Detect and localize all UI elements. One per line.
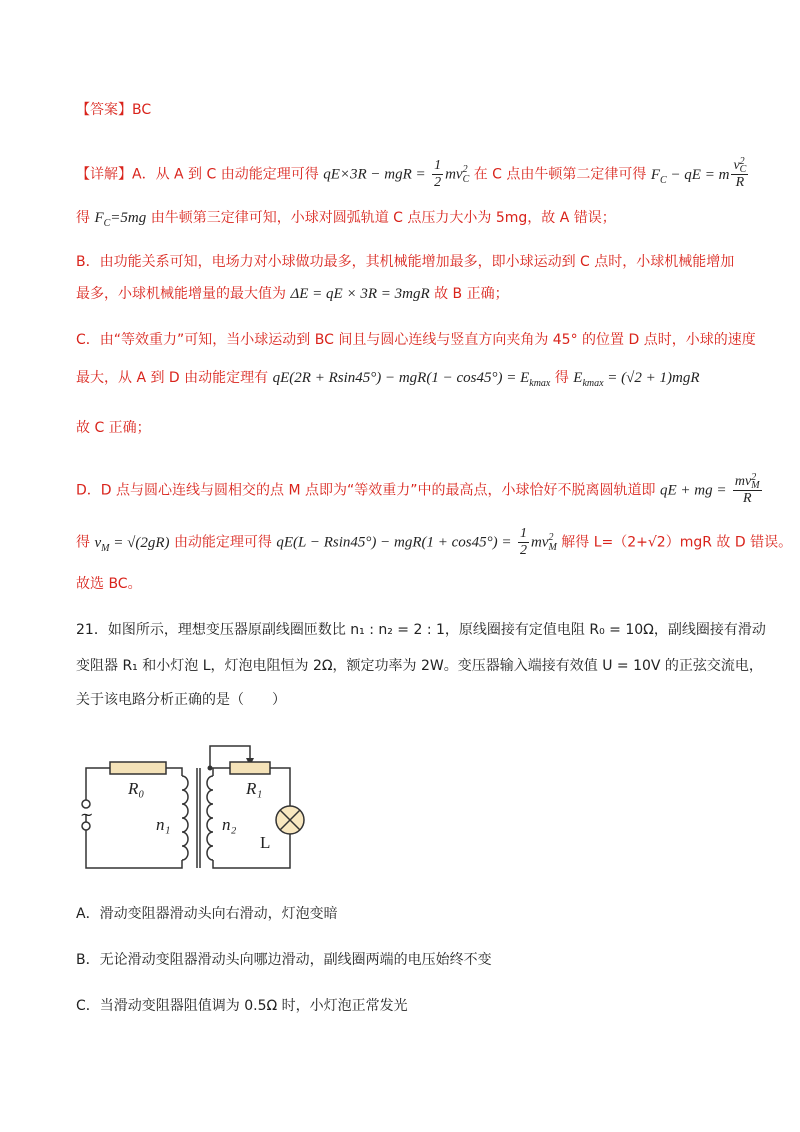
detail-label: 【详解】	[76, 166, 132, 183]
detail-c-line2	[76, 368, 700, 394]
detail-c-line2-pre: 最大，从 A 到 D 由动能定理有	[76, 370, 269, 386]
option-c: C．当滑动变阻器阻值调为 0.5Ω 时，小灯泡正常发光	[76, 998, 408, 1014]
detail-d-line2-eq2: qE(L − Rsin45°) − mgR(1 + cos45°) =	[276, 534, 512, 551]
primary-wire-top-left	[86, 768, 110, 800]
detail-a-eq1-script: 2 C	[462, 163, 470, 185]
detail-d-line2-tail: mv	[530, 534, 549, 551]
label-r1: R₁	[246, 779, 263, 798]
detail-a-line2	[76, 208, 616, 234]
label-ac: ~	[80, 805, 94, 824]
detail-c-line3: 故 C 正确；	[76, 420, 151, 436]
detail-a-frac1: $\frac{1}{2}$	[434, 158, 442, 191]
q21-line3: 关于该电路分析正确的是（ ）	[76, 692, 286, 708]
q21-line2: 变阻器 R₁ 和小灯泡 L，灯泡电阻恒为 2Ω，额定功率为 2W。变压器输入端接有效值 U = 10V 的正弦交流电，	[76, 658, 763, 674]
option-a: A．滑动变阻器滑动头向右滑动，灯泡变暗	[76, 906, 338, 922]
detail-a-frac2: v 2 C R	[733, 156, 747, 191]
detail-a-line2-text: 由牛顿第三定律可知，小球对圆弧轨道 C 点压力大小为 5mg，故 A 错误；	[150, 210, 616, 226]
detail-a-mid: 在 C 点由牛顿第二定律可得	[473, 166, 647, 183]
label-n1: n₁	[156, 815, 171, 834]
secondary-coil	[207, 776, 213, 860]
detail-d-frac1: mv 2 M R	[734, 472, 760, 507]
detail-d-line1-eq: qE + mg =	[659, 482, 727, 499]
q21-line1: 21．如图所示，理想变压器原副线圈匝数比 n₁ : n₂ = 2 : 1，原线圈接有定值电阻 R₀ = 10Ω，副线圈接有滑动	[76, 622, 766, 638]
label-r0: R₀	[128, 779, 145, 798]
detail-d-line2-pre: 得	[76, 534, 90, 551]
detail-d-line2	[76, 526, 792, 559]
detail-d-line1-pre: D．D 点与圆心连线与圆相交的点 M 点即为“等效重力”中的最高点，小球恰好不脱离圆轨道即	[76, 482, 656, 499]
detail-b-line1: B．由功能关系可知，电场力对小球做功最多，其机械能增加最多，即小球运动到 C 点时，小球机械能增加	[76, 254, 735, 270]
secondary-wire-right	[270, 768, 290, 806]
resistor-r0	[110, 762, 166, 774]
detail-a-eq1-tail: mv	[445, 166, 463, 183]
detail-conclusion: 故选 BC。	[76, 576, 142, 592]
detail-a-line2-eq: $F_C=5mg$	[94, 210, 147, 229]
detail-b-line2-post: 故 B 正确；	[434, 286, 509, 302]
detail-d-line1	[76, 474, 764, 507]
label-lamp: L	[260, 833, 271, 852]
detail-b-line2-eq: ΔE = qE × 3R = 3mgR	[290, 286, 430, 302]
answer-line	[76, 100, 151, 120]
detail-d-line2-script: 2 M	[548, 531, 557, 553]
detail-a-eq1: qE×3R − mgR =	[323, 166, 426, 183]
detail-b-line2	[76, 284, 509, 304]
detail-b-line2-pre: 最多，小球机械能增量的最大值为	[76, 286, 286, 302]
secondary-wire-bottom	[213, 834, 290, 868]
detail-c-line2-eq2: $E_{kmax} = (√2 + 1)mgR$	[573, 370, 700, 389]
detail-c-line2-eq: $qE(2R + Rsin45^\circ) - mgR(1 - \cos 45^\circ) = E_{kmax}$	[272, 370, 551, 389]
detail-d-line2-eq: $v_M = √(2gR)$	[94, 534, 170, 554]
option-b: B．无论滑动变阻器滑动头向哪边滑动，副线圈两端的电压始终不变	[76, 952, 492, 968]
detail-d-line2-mid: 由动能定理可得	[173, 534, 272, 551]
secondary-wire-top	[213, 768, 230, 776]
detail-a-line2-pre: 得	[76, 210, 90, 226]
detail-d-line2-post: 解得 L=（2+√2）mgR 故 D 错误。	[561, 534, 793, 551]
primary-coil	[182, 776, 188, 860]
resistor-r1	[230, 762, 270, 774]
detail-d-frac2: $\frac{1}{2}$	[519, 526, 527, 558]
primary-wire-top-right	[166, 768, 182, 776]
detail-c-line2-mid: 得	[554, 370, 569, 386]
answer-value: BC	[132, 102, 152, 118]
label-n2: n₂	[222, 815, 237, 834]
detail-a-line1	[76, 158, 750, 191]
junction-dot	[208, 766, 213, 771]
detail-c-line1: C．由“等效重力”可知，当小球运动到 BC 间且与圆心连线与竖直方向夹角为 45° 的位置 D 点时，小球的速度	[76, 332, 756, 348]
detail-a-intro: A．从 A 到 C 由动能定理可得	[132, 166, 319, 183]
circuit-diagram	[70, 738, 310, 878]
detail-a-eq2: $F_C$ − qE = m	[650, 166, 730, 186]
answer-label: 【答案】	[76, 102, 132, 118]
